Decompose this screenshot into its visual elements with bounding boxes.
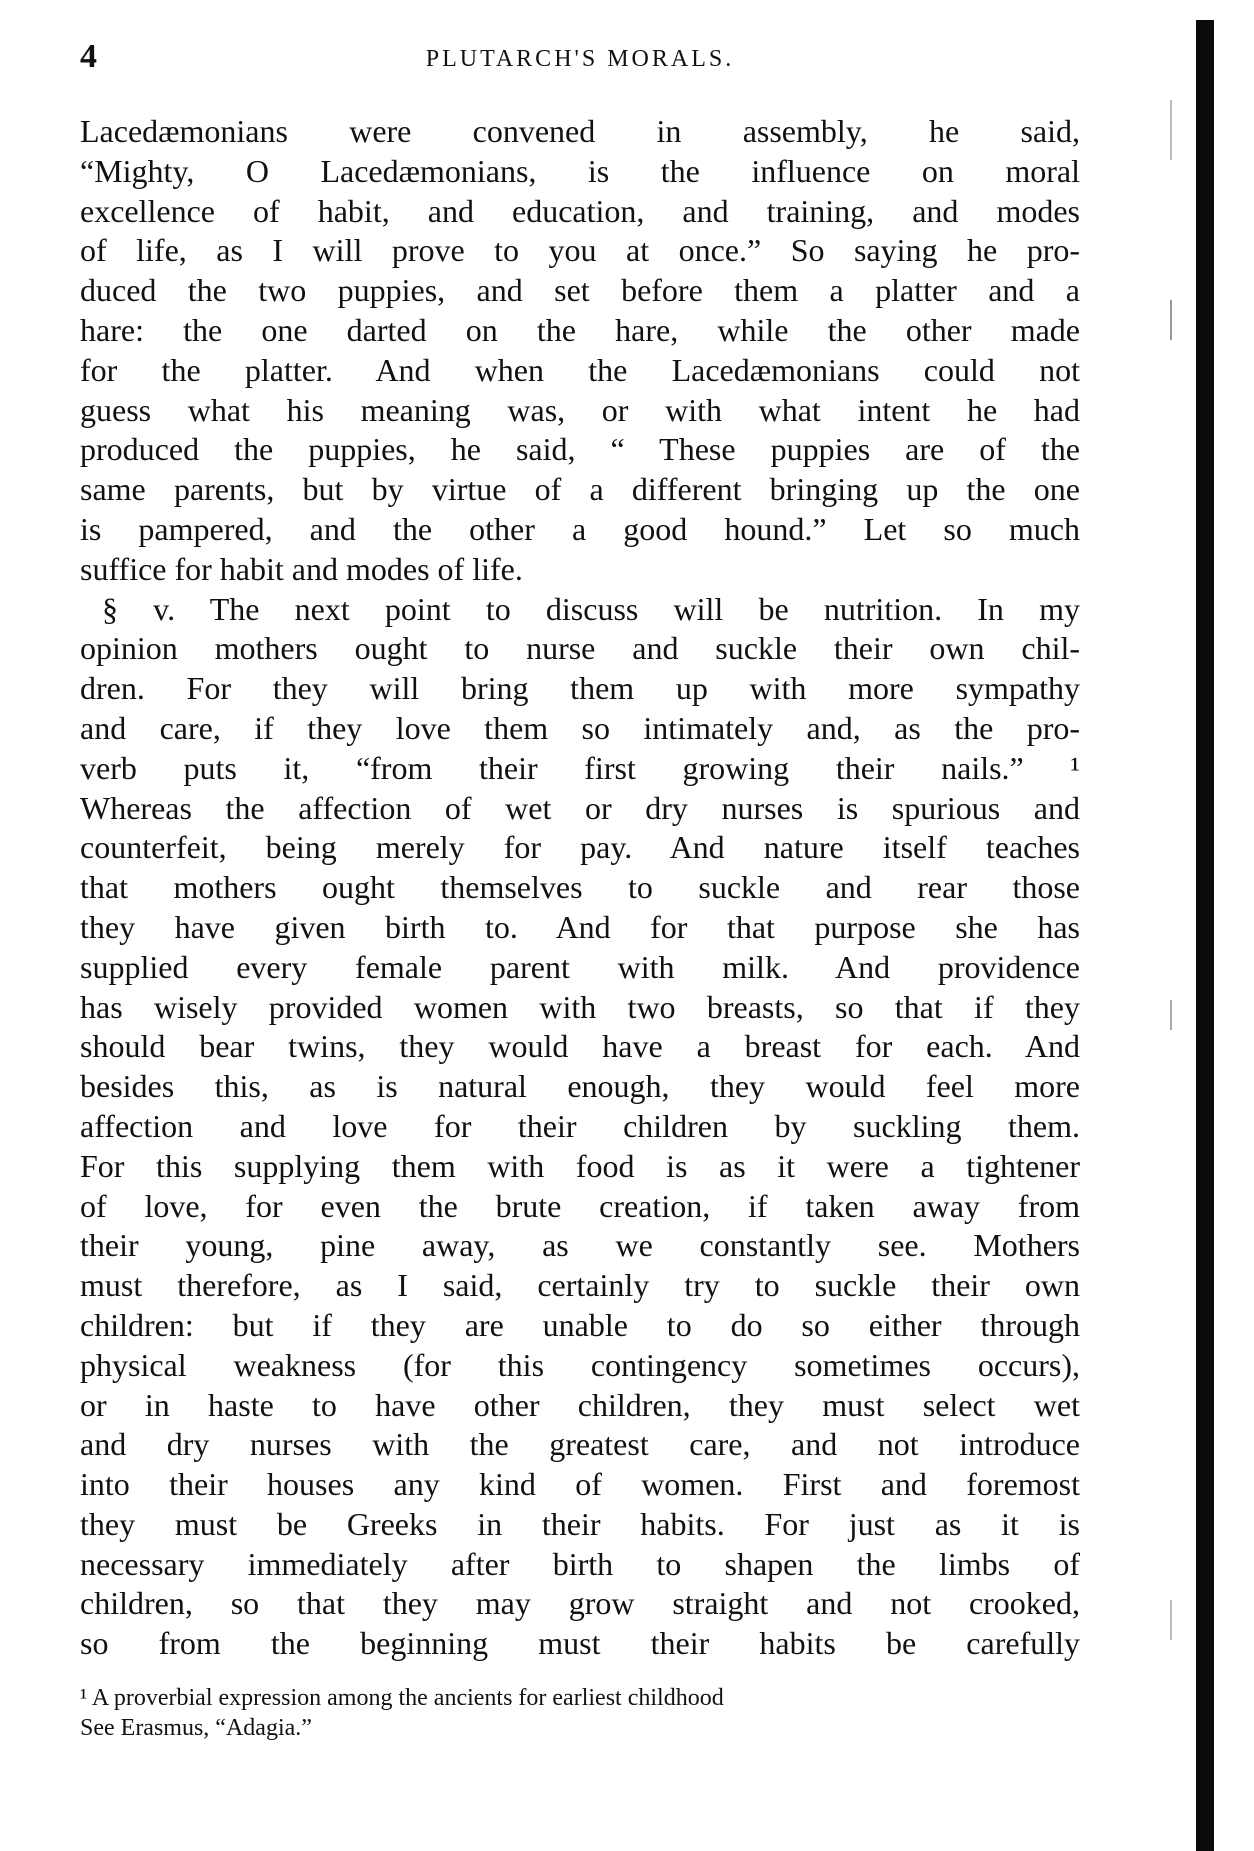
page-header <box>80 38 1080 82</box>
text-line: necessary immediately after birth to shapen the limbs of <box>80 1545 1080 1582</box>
text-line: produced the puppies, he said, “ These puppies are of the <box>80 431 1080 468</box>
text-line: “Mighty, O Lacedæmonians, is the influence on moral <box>80 152 1080 189</box>
text-line: they have given birth to. And for that purpose she has <box>80 908 1080 945</box>
text-line: must therefore, as I said, certainly try to suckle their own <box>80 1267 1080 1304</box>
text-line: their young, pine away, as we constantly see. Mothers <box>80 1227 1080 1264</box>
text-line: of life, as I will prove to you at once.” So saying he pro- <box>80 232 1080 269</box>
margin-marks <box>1150 100 1190 1800</box>
text-line: hare: the one darted on the hare, while the other made <box>80 311 1080 348</box>
text-line: so from the beginning must their habits be carefully <box>80 1625 1080 1662</box>
footnotes <box>80 1683 1080 1743</box>
text-line: of love, for even the brute creation, if taken away from <box>80 1187 1080 1224</box>
footnote-line: ¹ A proverbial expression among the ancients for earliest childhood <box>80 1685 724 1711</box>
text-line: For this supplying them with food is as it were a tightener <box>80 1147 1080 1184</box>
text-line: same parents, but by virtue of a different bringing up the one <box>80 471 1080 508</box>
text-line: opinion mothers ought to nurse and suckle their own chil- <box>80 630 1080 667</box>
text-line: physical weakness (for this contingency sometimes occurs), <box>80 1346 1080 1383</box>
text-line: verb puts it, “from their first growing their nails.” ¹ <box>80 749 1080 786</box>
text-line: guess what his meaning was, or with what intent he had <box>80 391 1080 428</box>
text-line: Whereas the affection of wet or dry nurses is spurious and <box>80 789 1080 826</box>
page-number: 4 <box>80 38 97 75</box>
text-line: counterfeit, being merely for pay. And nature itself teaches <box>80 829 1080 866</box>
text-line: into their houses any kind of women. First and foremost <box>80 1466 1080 1503</box>
running-title: PLUTARCH'S MORALS. <box>425 46 735 72</box>
text-line: children, so that they may grow straight and not crooked, <box>80 1585 1080 1622</box>
text-line: children: but if they are unable to do so either through <box>80 1306 1080 1343</box>
text-line: dren. For they will bring them up with more sympathy <box>80 670 1080 707</box>
book-binding-edge <box>1196 20 1214 1851</box>
text-line: affection and love for their children by suckling them. <box>80 1107 1080 1144</box>
text-line: excellence of habit, and education, and training, and modes <box>80 192 1080 229</box>
text-line: suffice for habit and modes of life. <box>80 550 523 587</box>
text-line: duced the two puppies, and set before them a platter and a <box>80 272 1080 309</box>
text-line: that mothers ought themselves to suckle and rear those <box>80 869 1080 906</box>
text-line: Lacedæmonians were convened in assembly, he said, <box>80 113 1080 149</box>
text-line: is pampered, and the other a good hound.” Let so much <box>80 510 1080 547</box>
text-line: they must be Greeks in their habits. For just as it is <box>80 1505 1080 1542</box>
footnote-line: See Erasmus, “Adagia.” <box>80 1715 312 1741</box>
body-text <box>80 112 1080 1664</box>
text-line: and dry nurses with the greatest care, and not introduce <box>80 1426 1080 1463</box>
text-line: or in haste to have other children, they must select wet <box>80 1386 1080 1423</box>
text-line: and care, if they love them so intimately and, as the pro- <box>80 709 1080 746</box>
text-line: should bear twins, they would have a breast for each. And <box>80 1028 1080 1065</box>
text-line: for the platter. And when the Lacedæmonians could not <box>80 351 1080 388</box>
text-line: supplied every female parent with milk. And providence <box>80 948 1080 985</box>
text-line: has wisely provided women with two breasts, so that if they <box>80 988 1080 1025</box>
section-start-line: § v. The next point to discuss will be nutrition. In my <box>102 590 1080 627</box>
text-line: besides this, as is natural enough, they would feel more <box>80 1068 1080 1105</box>
